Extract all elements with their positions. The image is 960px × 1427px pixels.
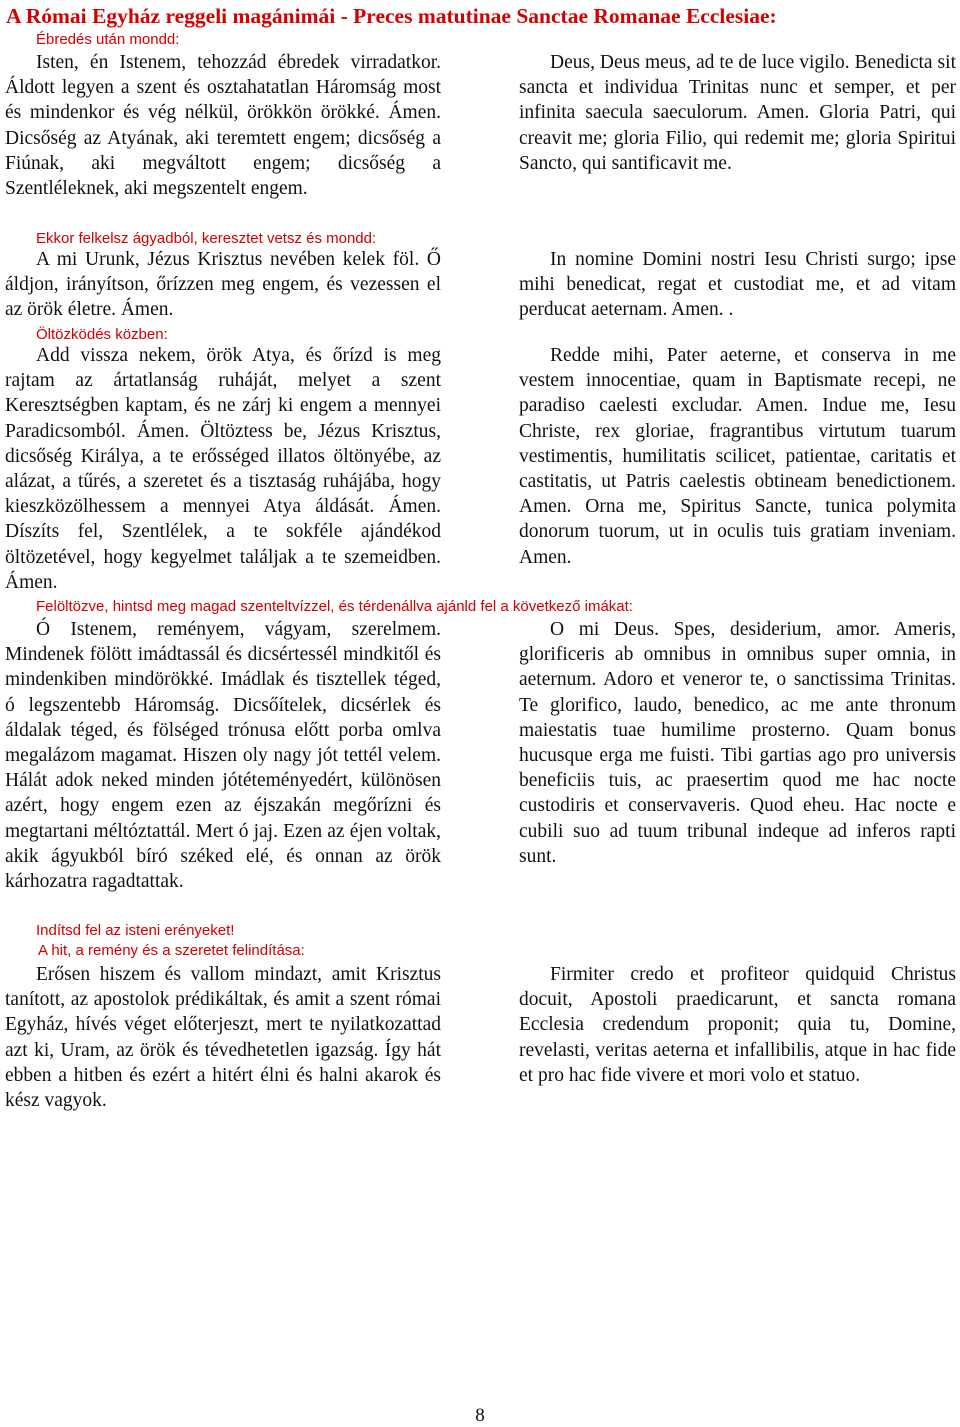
latin-prayer-waking: Deus, Deus meus, ad te de luce vigilo. Benedicta sit sancta et individua Trinitas nunc et semper, et per infinita saecula saeculorum. Amen. Gloria Patri, qui creavit me; gloria Filio, qui redemit me; gloria Spiritui Sancto, qui santificavit me. xyxy=(519,52,956,174)
hungarian-prayer-rising: A mi Urunk, Jézus Krisztus nevében kelek föl. Ő áldjon, irányítson, őrízzen meg engem, és vezessen el az örök életre. Ámen. xyxy=(5,249,441,321)
latin-act-of-faith: Firmiter credo et profiteor quidquid Christus docuit, Apostoli praedicarunt, et sancta romana Ecclesia credendum proponit; quia tu, Domine, revelasti, veritas aeterna et infallibilis, atque in hac fide et pro hac fide vivere et mori volo et statuo. xyxy=(519,964,956,1086)
hungarian-prayer-dressing: Add vissza nekem, örök Atya, és őrízd is meg rajtam az ártatlanság ruháját, melyet a szent Keresztségben kaptam, és ne zárj ki engem a mennyei Paradicsomból. Ámen. Öltöztess be, Jézus Krisztus, dicsőség Királya, a te erősséged illatos öltönyébe, az alázat, a tűrés, a szeretet és a tisztaság ruhájába, hogy kieszközölhessem a mennyei Atya áldását. Ámen. Díszíts fel, Szentlélek, a te sokféle ajándékod öltözetével, hogy kegyelmet találjak a te szemeidben. Ámen. xyxy=(5,345,441,593)
latin-prayer-rising: In nomine Domini nostri Iesu Christi surgo; ipse mihi benedicat, regat et custodiat me, et ad vitam perducat aeternam. Amen. . xyxy=(519,249,956,321)
hungarian-prayer-waking: Isten, én Istenem, tehozzád ébredek virradatkor. Áldott legyen a szent és osztahatatlan Háromság most és mindenkor és vég nélkül, örökkön örökké. Ámen. Dicsőség az Atyának, aki teremtett engem; dicsőség a Fiúnak, aki megváltott engem; dicsőség a Szentléleknek, aki megszentelt engem. xyxy=(5,52,441,200)
hungarian-prayer-adoration: Ó Istenem, reményem, vágyam, szerelmem. Mindenek fölött imádtassál és dicsértessél mindkitől és mindenkiben mindörökké. Imádlak és tisztellek téged, ó legszentebb Háromság. Dicsőítelek, dicsérlek és áldalak téged, és fölséged trónusa előtt porba omlva megalázom magamat. Hiszen oly nagy jót tettél velem. Hálát adok neked minden jótéteményedért, különösen azért, hogy engem ezen az éjszakán megőrízni és megtartani méltóztattál. Mert ó jaj. Ezen az éjen voltak, akik ágyukból bíró széked elé, és onnan az örök kárhozatra ragadtattak. xyxy=(5,619,441,893)
rubric-waking: Ébredés után mondd: xyxy=(36,31,180,48)
rubric-dressing: Öltözködés közben: xyxy=(36,326,168,343)
page-title: A Római Egyház reggeli magánimái - Preces matutinae Sanctae Romanae Ecclesiae: xyxy=(6,4,777,28)
latin-prayer-dressing: Redde mihi, Pater aeterne, et conserva in me vestem innocentiae, quam in Baptismate recepi, ne paradiso caelesti excludar. Amen. Indue me, Iesu Christe, rex gloriae, fragrantibus virtutum tuarum vestimentis, humilitatis scilicet, patientae, caritatis et castitatis, ut Patris caelestis obtineam benedictionem. Amen. Orna me, Spiritus Sancte, tunica polymita donorum tuorum, ut in oculis tuis gratiam inveniam. Amen. xyxy=(519,345,956,568)
rubric-holy-water: Felöltözve, hintsd meg magad szenteltvízzel, és térdenállva ajánld fel a következő imákat: xyxy=(36,598,633,615)
rubric-virtues: Indítsd fel az isteni erényeket! xyxy=(36,922,235,939)
rubric-rising: Ekkor felkelsz ágyadból, keresztet vetsz és mondd: xyxy=(36,230,377,247)
rubric-faith-hope-charity: A hit, a remény és a szeretet felindítása: xyxy=(38,942,305,959)
page-number: 8 xyxy=(475,1405,485,1426)
hungarian-act-of-faith: Erősen hiszem és vallom mindazt, amit Krisztus tanított, az apostolok prédikáltak, és amit a szent római Egyház, hívés véget előterjeszt, mert te nyilatkozattad azt ki, Uram, az örök és tévedhetetlen igazság. Így hát ebben a hitben és ezért a hitért élni és halni akarok és kész vagyok. xyxy=(5,964,441,1112)
latin-prayer-adoration: O mi Deus. Spes, desiderium, amor. Ameris, glorificeris ab omnibus in omnibus super omnia, in aeternum. Adoro et veneror te, o sanctissima Trinitas. Te glorifico, laudo, benedico, ac me ante thronum maiestatis tuae humilime prosterno. Quam bonus hucusque erga me fuisti. Tibi gartias ago pro universis beneficiis tuis, ac praesertim quod me hac nocte custodiris et conservaveris. Quod eheu. Hac nocte e cubili suo ad tuum tribunal indeque ad inferos rapti sunt. xyxy=(519,619,956,867)
